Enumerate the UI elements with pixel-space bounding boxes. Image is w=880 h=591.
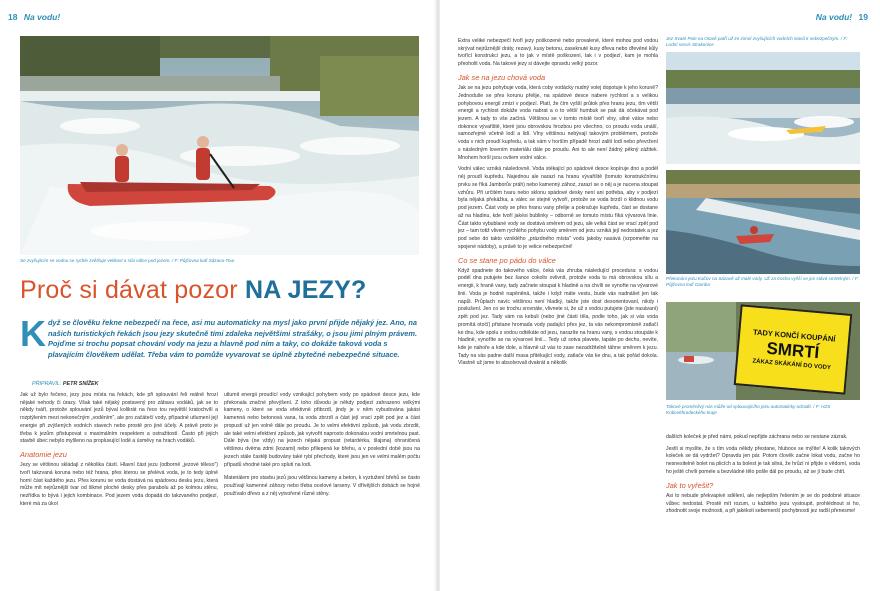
col4-paragraph-1: Když spadnete do takového válce, čeká vás zhruba následující procedura: s vodou podél dna putujete bez šance cokoliv ovlivnit, protože voda tu má obrovskou sílu a energii, k hraně vany, tady začnete stoupat k hladině a na chvíli se vynořte na vývarové linii. Voda je hodně napěněná, takže i když máte vestu, bude vás nadnášet jen tak napůl. Průplach navíc většinou není hladký, takže jste dost desorientovaní, nikdy i poslušení. Jen co se trochu srovnáte, vlivnete si, že už s vodou putujete (jste nasávaní) zpět pod jez. Tady vám na kebuli (nebo jiné části těla, podle toho, jak si vás voda promítá otočí) přistane hromada vody padající přes jez, ta vás nekompromisně zatlačí ke dnu, kde spolu s vodou odtékáte od jezu, narazíte na hranu vany, s vodou stoupáte k hladině, vynoříte se na vývarové linii... Tedy už sotva plavete, lapáte po dechu, nevíte, kde je nahoře a kde dole, a hlavně už vás to zase nezadržitelně táhne směrem k jezu. Tady na vás padne další masa přitékající vody, zatlače vás ke dnu, a tak pořád dokola. Vlastně už jsme to absolvovali dvakrát a několik xyxy=(458,267,658,367)
left-page xyxy=(0,0,436,591)
body-column-1 xyxy=(20,392,218,511)
col5-paragraph-2: Jestli si myslíte, že s tím voda někdy přestane, hluboce se mýlíte! A kolik takových koleček se dá vydržet? Opravdu jen pár. Potom člověk začne lokat vodu, začne ho nesnesitelně bolet na plicích a ta bolest je tak silná, že hrůzí ni přijde o vědomí, voda ho ještě chvíli pomele a bezvládné tělo pošle dál po proudu, až se jí bude chtít. xyxy=(666,445,860,475)
col2-paragraph-2: Materiálem pro stavbu jezů jsou většinou kameny a beton, k vyztužení břehů se často používají kamenné záhozy nebo třeba ocelové larseny. V dřívějších dobách se hojně používalo dřevo a z něj vytvořené různé stěny. xyxy=(224,475,420,497)
main-photo-illustration xyxy=(20,36,419,255)
right-page-number: 19 xyxy=(858,12,868,22)
body-column-3 xyxy=(458,38,658,370)
warning-sign xyxy=(734,304,853,394)
left-folio xyxy=(8,12,60,22)
sign-line-1: TADY KONČÍ KOUPÁNÍ xyxy=(752,327,836,344)
left-section-title: Na vodu! xyxy=(23,12,61,22)
main-photo-caption: Se zvyšujícím se vodou se rychle zvětšuje velikost a síla válce pod jezem. / F: Půjčovna lodí Sázava-Tour xyxy=(20,258,235,263)
photo-weir-kacov xyxy=(666,170,860,274)
right-top-caption: Jez Svaté Pole na Otavě patří už ze zimní zvyšujících vodních stavů k nebezpečným. / F: Lodní servis Strakonice xyxy=(666,36,848,48)
sign-line-3: ZÁKAZ SKÁKÁNÍ DO VODY xyxy=(752,358,832,371)
right-bottom-caption: Takové proměnlivý nás může od splouvajícího jezu automaticky odradit. / F: HZS Královéhradeckého kraje xyxy=(666,404,831,416)
author-label: PŘIPRAVIL: xyxy=(32,381,62,387)
article-lead xyxy=(20,313,420,372)
left-page-number: 18 xyxy=(8,12,18,22)
main-photo-raft-on-weir xyxy=(20,36,419,255)
article-title-light: Proč si dávat pozor xyxy=(20,276,238,304)
article-title xyxy=(20,276,366,305)
col1-paragraph-1: Jak už bylo řečeno, jezy jsou místa na řekách, kde při splouvání řeli reálně hrozí nějaké nehody či úrazy. Však také nějaký postavený pro zábavu vodáků, jak se to někdy tváří, protože splouvání jezů býval kolikrát na řece tou největší kratochvílí a rozptýlením mezi nekonečným „voděním", ale pro začátečí vody, případné utlumení její energie při zvýšených vodních stavech nebo prostě pro jiné účely. A právě proto je třeba k jezům přistupovat s maximálním respektem a ostražitostí. Často při jejich stavbě úbec nebylo myšleno na propluvující lodě a úsměvy na hrach vodáků. xyxy=(20,392,218,445)
col5-paragraph-3: Asi to nebude překvapivé sdělení, ale nejlepším řešením je se do podobné situace vůbec nedostat. Prostě mít rozum, u každého jezu vystoupit, prohlédnout si ho, zhodnotit svoje možnosti, a při jakékoli sebemenší pochybnosti jez radši přenesme! xyxy=(666,492,860,515)
right-section-title: Na vodu! xyxy=(815,12,853,22)
col2-paragraph-1: utlumit energii proudící vody vznikající pohybem vody po spádové desce jezu, kde překonala značné převýšení. Z toho důvodu je někdy podjezí zahrazeno velkými kameny, o které se voda efektivně přibrzdí, jindy je v něm vybudována jakási kamenná nebo betonová vana, ta voda zbrzdí a část její vrací zpět pod jez a část propustí už jen volně dále po proudu. Je to velmi efektivní způsob, jak vodu zbrzdit, ale také velmi efektivní způsob, jak vytvořit naprosto dokonalou vodní smrtelnou past. Dále býva (ne vždy) na jezech nějaká propust (retardérka, šlajsna) ohraničená většinou dvěma zdmi (kozami) nebo přilepená ke břehu, a v poslední době jsou na jezech stále častěji budovány také rybí přechody, které jsou jen ve velmi malém počtu případů vhodné také pro splutí na lodi. xyxy=(224,392,420,468)
col3-paragraph-2: Jak se na jezu pohybuje voda, která coby vodácky nudný volej dopotuje k jeho koruně? Jednoduše se přes korunu přelije, na spádové desce nabere rychlost a s velikou pohybovou energií zmizí v podjezí. Platí, že čím vyšší průtok přes hranu jezu, tím větší energii a rychlost dokáže voda nabrat a o to větší humbuk se pak dá očekávat pod jezem. A tady to vše začíná. Většinou se v tomto místě tvoří vlny, silné válce nebo dokonce vývařiště, které jsou obrovskou hrozbou pro všechno, co proudu voda unáší, samozřejmě včetně lodí a lidí. Vlny většinou nebývají takovým problémem, protože voda v nich proudí kupředu, a tak vám v horším případě hrozí zalití lodi nebo převržení s následným lovením materiálu dále po proudu. Ani to ale není žádný pěkný zážitek. Mnohem horší jsou ovšem vodní válce. xyxy=(458,85,658,161)
subheading-pad: Co se stane po pádu do válce xyxy=(458,255,556,265)
col3-paragraph-1: Extra veliké nebezpečí tvoří jezy poškozené nebo provalené, které mohou pod vodou skrývat nejrůznější dráty, rezavý, kusy betonu, zaseknuté kusy dřeva nebo dřevěné kůly tvořící konstrukci jezu, a to jak v místě poškození, tak i v podjezí, kam je mohla přeoholit voda. Na takové jezy si dávejte opravdu velký pozor. xyxy=(458,38,658,68)
article-title-strong: NA JEZY? xyxy=(244,276,367,304)
photo-weir-svate-pole xyxy=(666,52,860,164)
author-name: PETR SNÍŽEK xyxy=(62,381,99,387)
col1-paragraph-2: Jezy se většinou skládají z několika částí. Hlavní část jezu (odborně „jezové těleso") tvoří takzvaná koruna nebo též hrana, přes kterou se přelévá voda, je to tedy úplně horní část každého jezu. Přes korunu se voda dostává na spádovou desku jezu, která může mít nejrůznější tvar od šikmé ploché desky přes parabolu až po kolmou stěnu, nezřídka to bývá i jejich kombinace. Pod jezem voda dopadá do takzvaného podjezí, které má za úkol xyxy=(20,462,218,507)
sign-line-2: SMRTÍ xyxy=(765,338,821,362)
photo-weir-kacov-illustration xyxy=(666,170,860,274)
drop-cap: K xyxy=(20,313,46,354)
subheading-vyresit: Jak to vyřešit? xyxy=(666,480,714,490)
col3-paragraph-3: Vodní válec vzniká následovně. Voda stékající po spádové desce kopíruje dno a podél něj proudí kupředu. Najednou ale narazí na hranu vývařiště (tomuto konstrukčnímu prvku se říká Jamborův práh) nebo kamenný zához, zarazí se o něj a je nucena stoupat vzhůru. Při určitém tvaru nebo sklonu spádové desky není ani potřeba, aby v podjezí byla nějaká překážka, a válec se stejně vytvoří, protože se voda brzdí o klidnou vodu pod jezem. Část vody se přes hranu vany přelije a pokračuje kupředu, část se dostane až na hladinu, kde tvoří jakési bublinky – odborně se tomuto místu říká vývarová linie. Část takto vybublané vody se dostává směrem od jezu, ale velká část se vrací zpět pod jez – tam totiž vlivem rychlého pohybu vody směrem od jezu vzniká její nedostatek a jez pod sebe do takto vzniklého „prázdného místa" vodu jakoby nasává (vzpomeňte na spojené nádoby), a právě to je velice nebezpečné! xyxy=(458,166,659,250)
right-mid-caption: Překonání jezu Kačov na Sázavě až malé vody. Už za trochu vyšší se jez stává smrtelným. / F: Půjčovna lodí Gamba xyxy=(666,276,859,288)
body-column-5 xyxy=(666,434,860,518)
body-column-2 xyxy=(224,392,420,501)
subheading-chova: Jak se na jezu chová voda xyxy=(458,72,546,82)
photo-weir-svate-pole-illustration xyxy=(666,52,860,164)
lead-text: dyž se člověku řekne nebezpečí na řece, asi mu automaticky na mysl jako první přijde nějaký jez. Ano, na našich turistických řekách jsou jezy skutečně tími zdaleka největšími strašáky, o jsou jimi plným právem. Pojďme si trochu popsat chování vody na jezu a hlavně pod ním a taky, co dokáže taková voda s plavajícím člověkem udělat. Třeba vám to pomůže vyvarovat se úplně zbytečné nebezpečné situace. xyxy=(48,318,418,360)
right-folio xyxy=(816,12,868,22)
subheading-anatomie: Anatomie jezu xyxy=(20,450,67,460)
author-credit xyxy=(32,381,99,387)
col5-paragraph-1: dalších koleček je před námi, pokud nepřijde záchrana nebo se nestane zázrak. xyxy=(666,434,848,440)
